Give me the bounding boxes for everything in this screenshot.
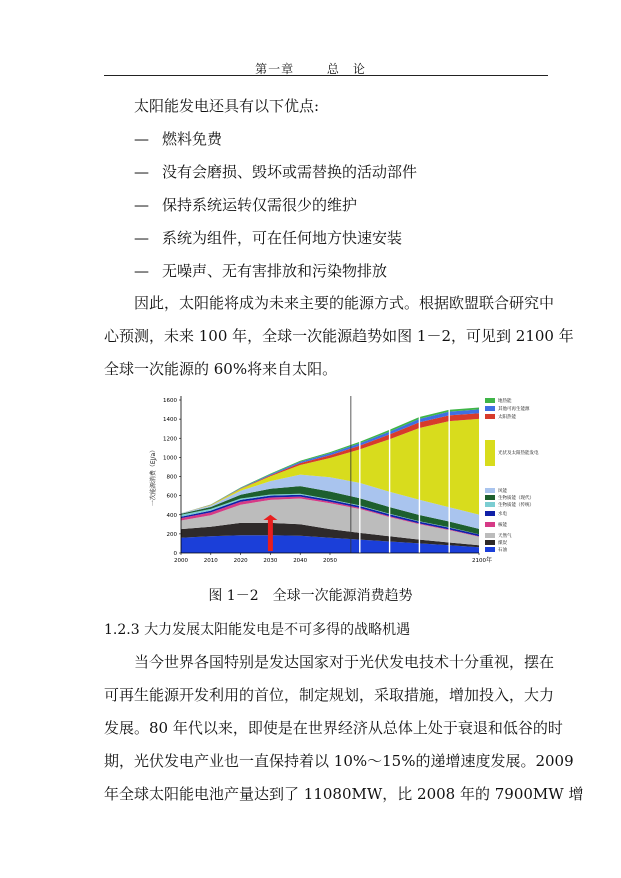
chapter-title: 总 论: [326, 62, 366, 76]
legend-swatch: [485, 511, 495, 516]
legend-label: 其他可再生能源: [498, 407, 530, 412]
chapter-label: 第一章: [255, 62, 295, 76]
legend-label: 水电: [498, 512, 507, 517]
x-tick-label: 2030: [263, 558, 278, 564]
bullet-text: 无噪声、无有害排放和污染物排放: [162, 262, 388, 280]
figure-caption: 图 1－2 全球一次能源消费趋势: [208, 588, 413, 604]
bullet-dash: —: [134, 196, 149, 214]
legend-swatch: [485, 398, 495, 403]
legend-label: 生物质能（传统）: [498, 503, 534, 508]
bullet-text: 保持系统运转仅需很少的维护: [162, 196, 358, 214]
legend-swatch: [485, 522, 495, 527]
legend-swatch: [485, 533, 495, 538]
x-tick-label: 2100: [472, 558, 486, 564]
paragraph-line: 因此，太阳能将成为未来主要的能源方式。根据欧盟联合研究中: [134, 294, 555, 312]
x-tick-label: 2010: [203, 558, 218, 564]
legend-swatch: [485, 414, 495, 419]
intro-text: 太阳能发电还具有以下优点:: [134, 97, 320, 115]
y-tick-label: 600: [166, 493, 177, 500]
bullet-item: [134, 228, 402, 248]
bullet-item: [134, 195, 357, 215]
legend-swatch: [485, 547, 495, 552]
bullet-item: [134, 261, 387, 281]
x-tick-label: 2040: [293, 558, 308, 564]
legend-swatch: [485, 502, 495, 507]
y-tick-label: 200: [166, 531, 177, 538]
paragraph-line: 当今世界各国特别是发达国家对于光伏发电技术十分重视，摆在: [134, 653, 555, 671]
y-axis-label: 一次能源消费（EJ/a）: [150, 446, 157, 507]
y-tick-label: 1600: [163, 398, 177, 404]
bullet-dash: —: [134, 262, 149, 280]
x-tick-label: 2020: [233, 558, 248, 564]
legend-swatch: [485, 488, 495, 493]
y-tick-label: 800: [166, 474, 177, 481]
y-tick-label: 1400: [163, 417, 177, 424]
legend-swatch: [485, 540, 495, 545]
legend-swatch: [485, 495, 495, 500]
legend-swatch: [485, 440, 495, 466]
header-rule: [104, 75, 548, 76]
bullet-dash: —: [134, 229, 149, 247]
bullet-item: [134, 162, 417, 182]
legend-label: 天然气: [498, 534, 512, 539]
y-tick-label: 400: [166, 512, 177, 519]
paragraph-line: 发展。80 年代以来，即使是在世界经济从总体上处于衰退和低谷的时: [104, 719, 563, 737]
y-tick-label: 0: [173, 551, 177, 557]
paragraph-line: 期，光伏发电产业也一直保持着以 10%～15%的递增速度发展。2009: [104, 752, 574, 770]
legend-label: 风能: [498, 489, 507, 494]
bullet-text: 燃料免费: [162, 130, 223, 148]
legend-label: 太阳热能: [498, 415, 516, 420]
paragraph-line: 全球一次能源的 60%将来自太阳。: [104, 360, 338, 378]
paragraph-line: 年全球太阳能电池产量达到了 11080MW，比 2008 年的 7900MW 增: [104, 785, 584, 803]
x-tick-label: 2050: [323, 558, 337, 564]
legend-swatch: [485, 406, 495, 411]
paragraph-line: 可再生能源开发利用的首位，制定规划，采取措施，增加投入，大力: [104, 686, 555, 704]
bullet-text: 没有会磨损、毁坏或需替换的活动部件: [162, 163, 418, 181]
energy-trend-chart: [143, 388, 539, 571]
y-tick-label: 1000: [163, 455, 177, 462]
legend-label: 光伏及太阳热能发电: [498, 451, 539, 456]
legend-label: 核能: [498, 523, 507, 528]
legend-label: 煤炭: [498, 541, 507, 546]
legend-label: 地热能: [498, 399, 512, 404]
bullet-dash: —: [134, 130, 149, 148]
y-tick-label: 1200: [163, 436, 177, 443]
bullet-text: 系统为组件，可在任何地方快速安装: [162, 229, 403, 247]
x-tick-label: 2000: [174, 558, 188, 564]
legend-label: 石油: [498, 548, 507, 553]
bullet-dash: —: [134, 163, 149, 181]
bullet-item: [134, 129, 222, 149]
legend-label: 生物质能（现代）: [498, 496, 534, 501]
paragraph-line: 心预测，未来 100 年，全球一次能源趋势如图 1－2，可见到 2100 年: [104, 327, 574, 345]
section-title: 1.2.3 大力发展太阳能发电是不可多得的战略机遇: [104, 622, 411, 638]
x-axis-end-label: 年: [486, 557, 493, 564]
